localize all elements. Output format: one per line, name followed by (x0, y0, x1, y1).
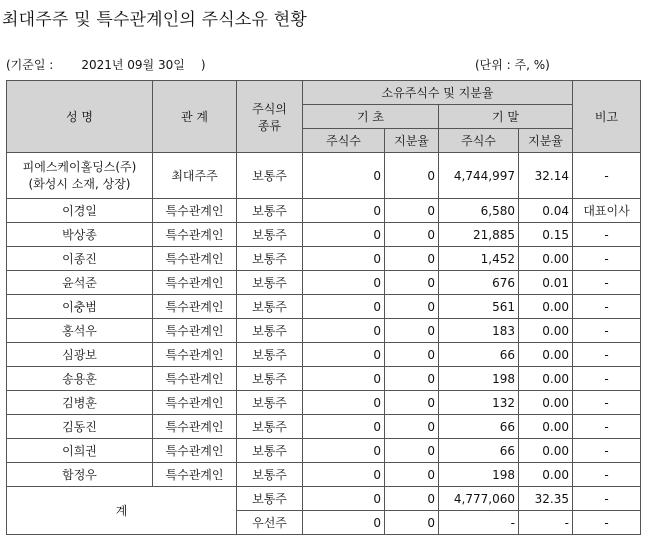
cell-note: - (573, 153, 641, 199)
cell-type: 우선주 (237, 511, 303, 535)
cell-start-shares: 0 (303, 415, 385, 439)
cell-end-shares: 198 (439, 367, 519, 391)
cell-type: 보통주 (237, 343, 303, 367)
cell-type: 보통주 (237, 415, 303, 439)
cell-name: 이희권 (7, 439, 153, 463)
cell-end-shares: 66 (439, 343, 519, 367)
cell-start-ratio: 0 (385, 153, 439, 199)
unit-label: (단위 : 주, %) (475, 58, 550, 72)
cell-name (7, 153, 153, 199)
cell-end-ratio: 0.00 (519, 439, 573, 463)
total-row (7, 487, 641, 511)
cell-note: - (573, 295, 641, 319)
cell-start-shares: 0 (303, 223, 385, 247)
header-end-ratio: 지분율 (519, 129, 573, 153)
cell-end-shares: - (439, 511, 519, 535)
table-row (7, 153, 641, 199)
cell-start-ratio: 0 (385, 247, 439, 271)
cell-end-shares: 183 (439, 319, 519, 343)
cell-note: - (573, 415, 641, 439)
cell-name-line1: 피에스케이홀딩스(주) (22, 159, 137, 174)
cell-start-ratio: 0 (385, 199, 439, 223)
header-stock-type (237, 81, 303, 153)
cell-name: 함정우 (7, 463, 153, 487)
cell-end-shares: 561 (439, 295, 519, 319)
cell-type: 보통주 (237, 367, 303, 391)
base-date-close: ) (200, 58, 206, 72)
header-note: 비고 (573, 81, 641, 153)
cell-note: - (573, 511, 641, 535)
cell-name: 김동진 (7, 415, 153, 439)
base-date-value: 2021년 09월 30일 (81, 58, 185, 72)
table-row (7, 415, 641, 439)
cell-note: - (573, 343, 641, 367)
cell-name: 박상종 (7, 223, 153, 247)
cell-relation: 특수관계인 (153, 247, 237, 271)
header-stock-type-line2: 종류 (257, 118, 282, 133)
cell-note: - (573, 391, 641, 415)
table-row (7, 463, 641, 487)
cell-type: 보통주 (237, 391, 303, 415)
cell-start-shares: 0 (303, 247, 385, 271)
cell-end-shares: 66 (439, 439, 519, 463)
cell-note: - (573, 319, 641, 343)
table-row (7, 367, 641, 391)
table-row (7, 295, 641, 319)
cell-type: 보통주 (237, 319, 303, 343)
cell-note: - (573, 439, 641, 463)
cell-type: 보통주 (237, 153, 303, 199)
cell-name: 윤석준 (7, 271, 153, 295)
base-date-label: (기준일 : (6, 58, 54, 72)
cell-name: 심광보 (7, 343, 153, 367)
cell-name: 홍석우 (7, 319, 153, 343)
cell-end-shares: 132 (439, 391, 519, 415)
cell-end-ratio: 0.00 (519, 367, 573, 391)
header-start-shares: 주식수 (303, 129, 385, 153)
cell-relation: 특수관계인 (153, 295, 237, 319)
cell-name: 이경일 (7, 199, 153, 223)
cell-start-shares: 0 (303, 295, 385, 319)
cell-end-shares: 198 (439, 463, 519, 487)
cell-start-shares: 0 (303, 511, 385, 535)
cell-end-ratio: 32.35 (519, 487, 573, 511)
cell-type: 보통주 (237, 271, 303, 295)
header-start: 기 초 (303, 105, 439, 129)
cell-start-shares: 0 (303, 391, 385, 415)
table-row (7, 343, 641, 367)
cell-start-shares: 0 (303, 463, 385, 487)
cell-start-ratio: 0 (385, 463, 439, 487)
cell-end-ratio: 0.15 (519, 223, 573, 247)
cell-type: 보통주 (237, 223, 303, 247)
cell-start-ratio: 0 (385, 367, 439, 391)
cell-note: 대표이사 (573, 199, 641, 223)
header-holdings: 소유주식수 및 지분율 (303, 81, 573, 105)
cell-note: - (573, 367, 641, 391)
cell-end-shares: 1,452 (439, 247, 519, 271)
cell-relation: 특수관계인 (153, 319, 237, 343)
cell-end-ratio: 0.00 (519, 463, 573, 487)
cell-relation: 특수관계인 (153, 271, 237, 295)
table-row (7, 319, 641, 343)
cell-type: 보통주 (237, 247, 303, 271)
cell-type: 보통주 (237, 463, 303, 487)
cell-start-shares: 0 (303, 439, 385, 463)
cell-end-ratio: 0.01 (519, 271, 573, 295)
cell-end-shares: 6,580 (439, 199, 519, 223)
cell-note: - (573, 271, 641, 295)
cell-end-shares: 66 (439, 415, 519, 439)
cell-start-ratio: 0 (385, 415, 439, 439)
table-row (7, 391, 641, 415)
cell-note: - (573, 223, 641, 247)
header-relation: 관 계 (153, 81, 237, 153)
cell-end-ratio: 32.14 (519, 153, 573, 199)
header-name: 성 명 (7, 81, 153, 153)
cell-relation: 특수관계인 (153, 343, 237, 367)
page-title: 최대주주 및 특수관계인의 주식소유 현황 (2, 10, 307, 30)
cell-start-shares: 0 (303, 199, 385, 223)
table-row (7, 271, 641, 295)
cell-end-ratio: 0.00 (519, 295, 573, 319)
cell-start-ratio: 0 (385, 271, 439, 295)
cell-start-ratio: 0 (385, 391, 439, 415)
cell-start-ratio: 0 (385, 511, 439, 535)
cell-start-ratio: 0 (385, 487, 439, 511)
cell-relation: 특수관계인 (153, 415, 237, 439)
cell-relation: 특수관계인 (153, 199, 237, 223)
cell-start-ratio: 0 (385, 439, 439, 463)
cell-name: 이충범 (7, 295, 153, 319)
cell-type: 보통주 (237, 295, 303, 319)
cell-relation: 특수관계인 (153, 463, 237, 487)
table-row (7, 199, 641, 223)
cell-start-ratio: 0 (385, 319, 439, 343)
cell-start-shares: 0 (303, 343, 385, 367)
cell-note: - (573, 247, 641, 271)
cell-name: 이종진 (7, 247, 153, 271)
cell-relation: 특수관계인 (153, 223, 237, 247)
cell-type: 보통주 (237, 199, 303, 223)
cell-start-ratio: 0 (385, 343, 439, 367)
cell-end-shares: 4,744,997 (439, 153, 519, 199)
cell-start-shares: 0 (303, 271, 385, 295)
cell-start-shares: 0 (303, 367, 385, 391)
cell-name-line2: (화성시 소재, 상장) (28, 176, 131, 191)
cell-type: 보통주 (237, 487, 303, 511)
cell-start-ratio: 0 (385, 295, 439, 319)
cell-end-shares: 676 (439, 271, 519, 295)
cell-note: - (573, 487, 641, 511)
header-start-ratio: 지분율 (385, 129, 439, 153)
cell-relation: 특수관계인 (153, 391, 237, 415)
cell-name: 김병훈 (7, 391, 153, 415)
cell-end-ratio: 0.00 (519, 319, 573, 343)
table-row (7, 439, 641, 463)
cell-end-ratio: 0.04 (519, 199, 573, 223)
cell-start-shares: 0 (303, 487, 385, 511)
cell-end-ratio: 0.00 (519, 343, 573, 367)
cell-end-shares: 4,777,060 (439, 487, 519, 511)
table-row (7, 223, 641, 247)
cell-note: - (573, 463, 641, 487)
cell-end-shares: 21,885 (439, 223, 519, 247)
cell-end-ratio: - (519, 511, 573, 535)
cell-relation: 특수관계인 (153, 439, 237, 463)
cell-type: 보통주 (237, 439, 303, 463)
cell-end-ratio: 0.00 (519, 415, 573, 439)
header-stock-type-line1: 주식의 (252, 101, 287, 116)
cell-relation: 특수관계인 (153, 367, 237, 391)
cell-relation: 최대주주 (153, 153, 237, 199)
cell-name: 송용훈 (7, 367, 153, 391)
shareholder-table (6, 80, 641, 535)
base-date (6, 56, 206, 73)
cell-end-ratio: 0.00 (519, 247, 573, 271)
total-label: 계 (7, 487, 237, 535)
cell-start-shares: 0 (303, 153, 385, 199)
header-end-shares: 주식수 (439, 129, 519, 153)
header-end: 기 말 (439, 105, 573, 129)
cell-start-shares: 0 (303, 319, 385, 343)
cell-start-ratio: 0 (385, 223, 439, 247)
table-row (7, 247, 641, 271)
cell-end-ratio: 0.00 (519, 391, 573, 415)
